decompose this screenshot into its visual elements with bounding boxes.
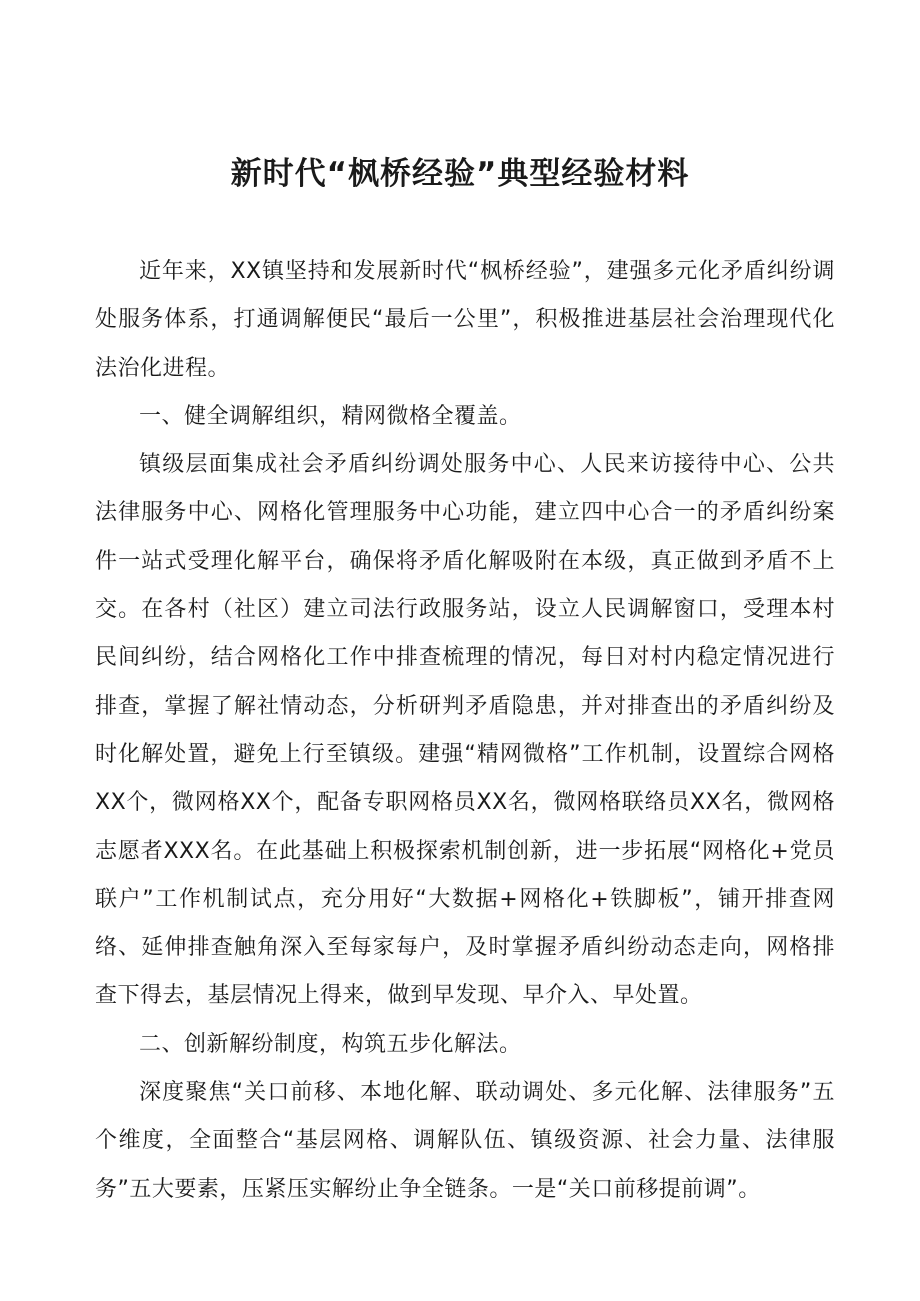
document-title: 新时代“枫桥经验”典型经验材料 (230, 156, 690, 192)
heading-section-one: 一、健全调解组织，精网微格全覆盖。 (139, 403, 522, 429)
paragraph-section-two: 深度聚焦“关口前移、本地化解、联动调处、多元化解、法律服务”五个维度，全面整合“基层网格、调解队伍、镇级资源、社会力量、法律服务”五大要素，压紧压实解纷止争全链条。一是“关口前移提前调”。 (95, 1080, 835, 1202)
heading-section-two: 二、创新解纷制度，构筑五步化解法。 (139, 1031, 522, 1057)
document-body (95, 248, 835, 1214)
paragraph-intro: 近年来，XX镇坚持和发展新时代“枫桥经验”，建强多元化矛盾纠纷调处服务体系，打通调解便民“最后一公里”，积极推进基层社会治理现代化法治化进程。 (95, 259, 835, 381)
paragraph-section-one: 镇级层面集成社会矛盾纠纷调处服务中心、人民来访接待中心、公共法律服务中心、网格化管理服务中心功能，建立四中心合一的矛盾纠纷案件一站式受理化解平台，确保将矛盾化解吸附在本级，真正做到矛盾不上交。在各村（社区）建立司法行政服务站，设立人民调解窗口，受理本村民间纠纷，结合网格化工作中排查梳理的情况，每日对村内稳定情况进行排查，掌握了解社情动态，分析研判矛盾隐患，并对排查出的矛盾纠纷及时化解处置，避免上行至镇级。建强“精网微格”工作机制，设置综合网格XX个，微网格XX个，配备专职网格员XX名，微网格联络员XX名，微网格志愿者XXX名。在此基础上积极探索机制创新，进一步拓展“网格化+党员联户”工作机制试点，充分用好“大数据+网格化+铁脚板”，铺开排查网络、延伸排查触角深入至每家每户，及时掌握矛盾纠纷动态走向，网格排查下得去，基层情况上得来，做到早发现、早介入、早处置。 (95, 452, 835, 1009)
